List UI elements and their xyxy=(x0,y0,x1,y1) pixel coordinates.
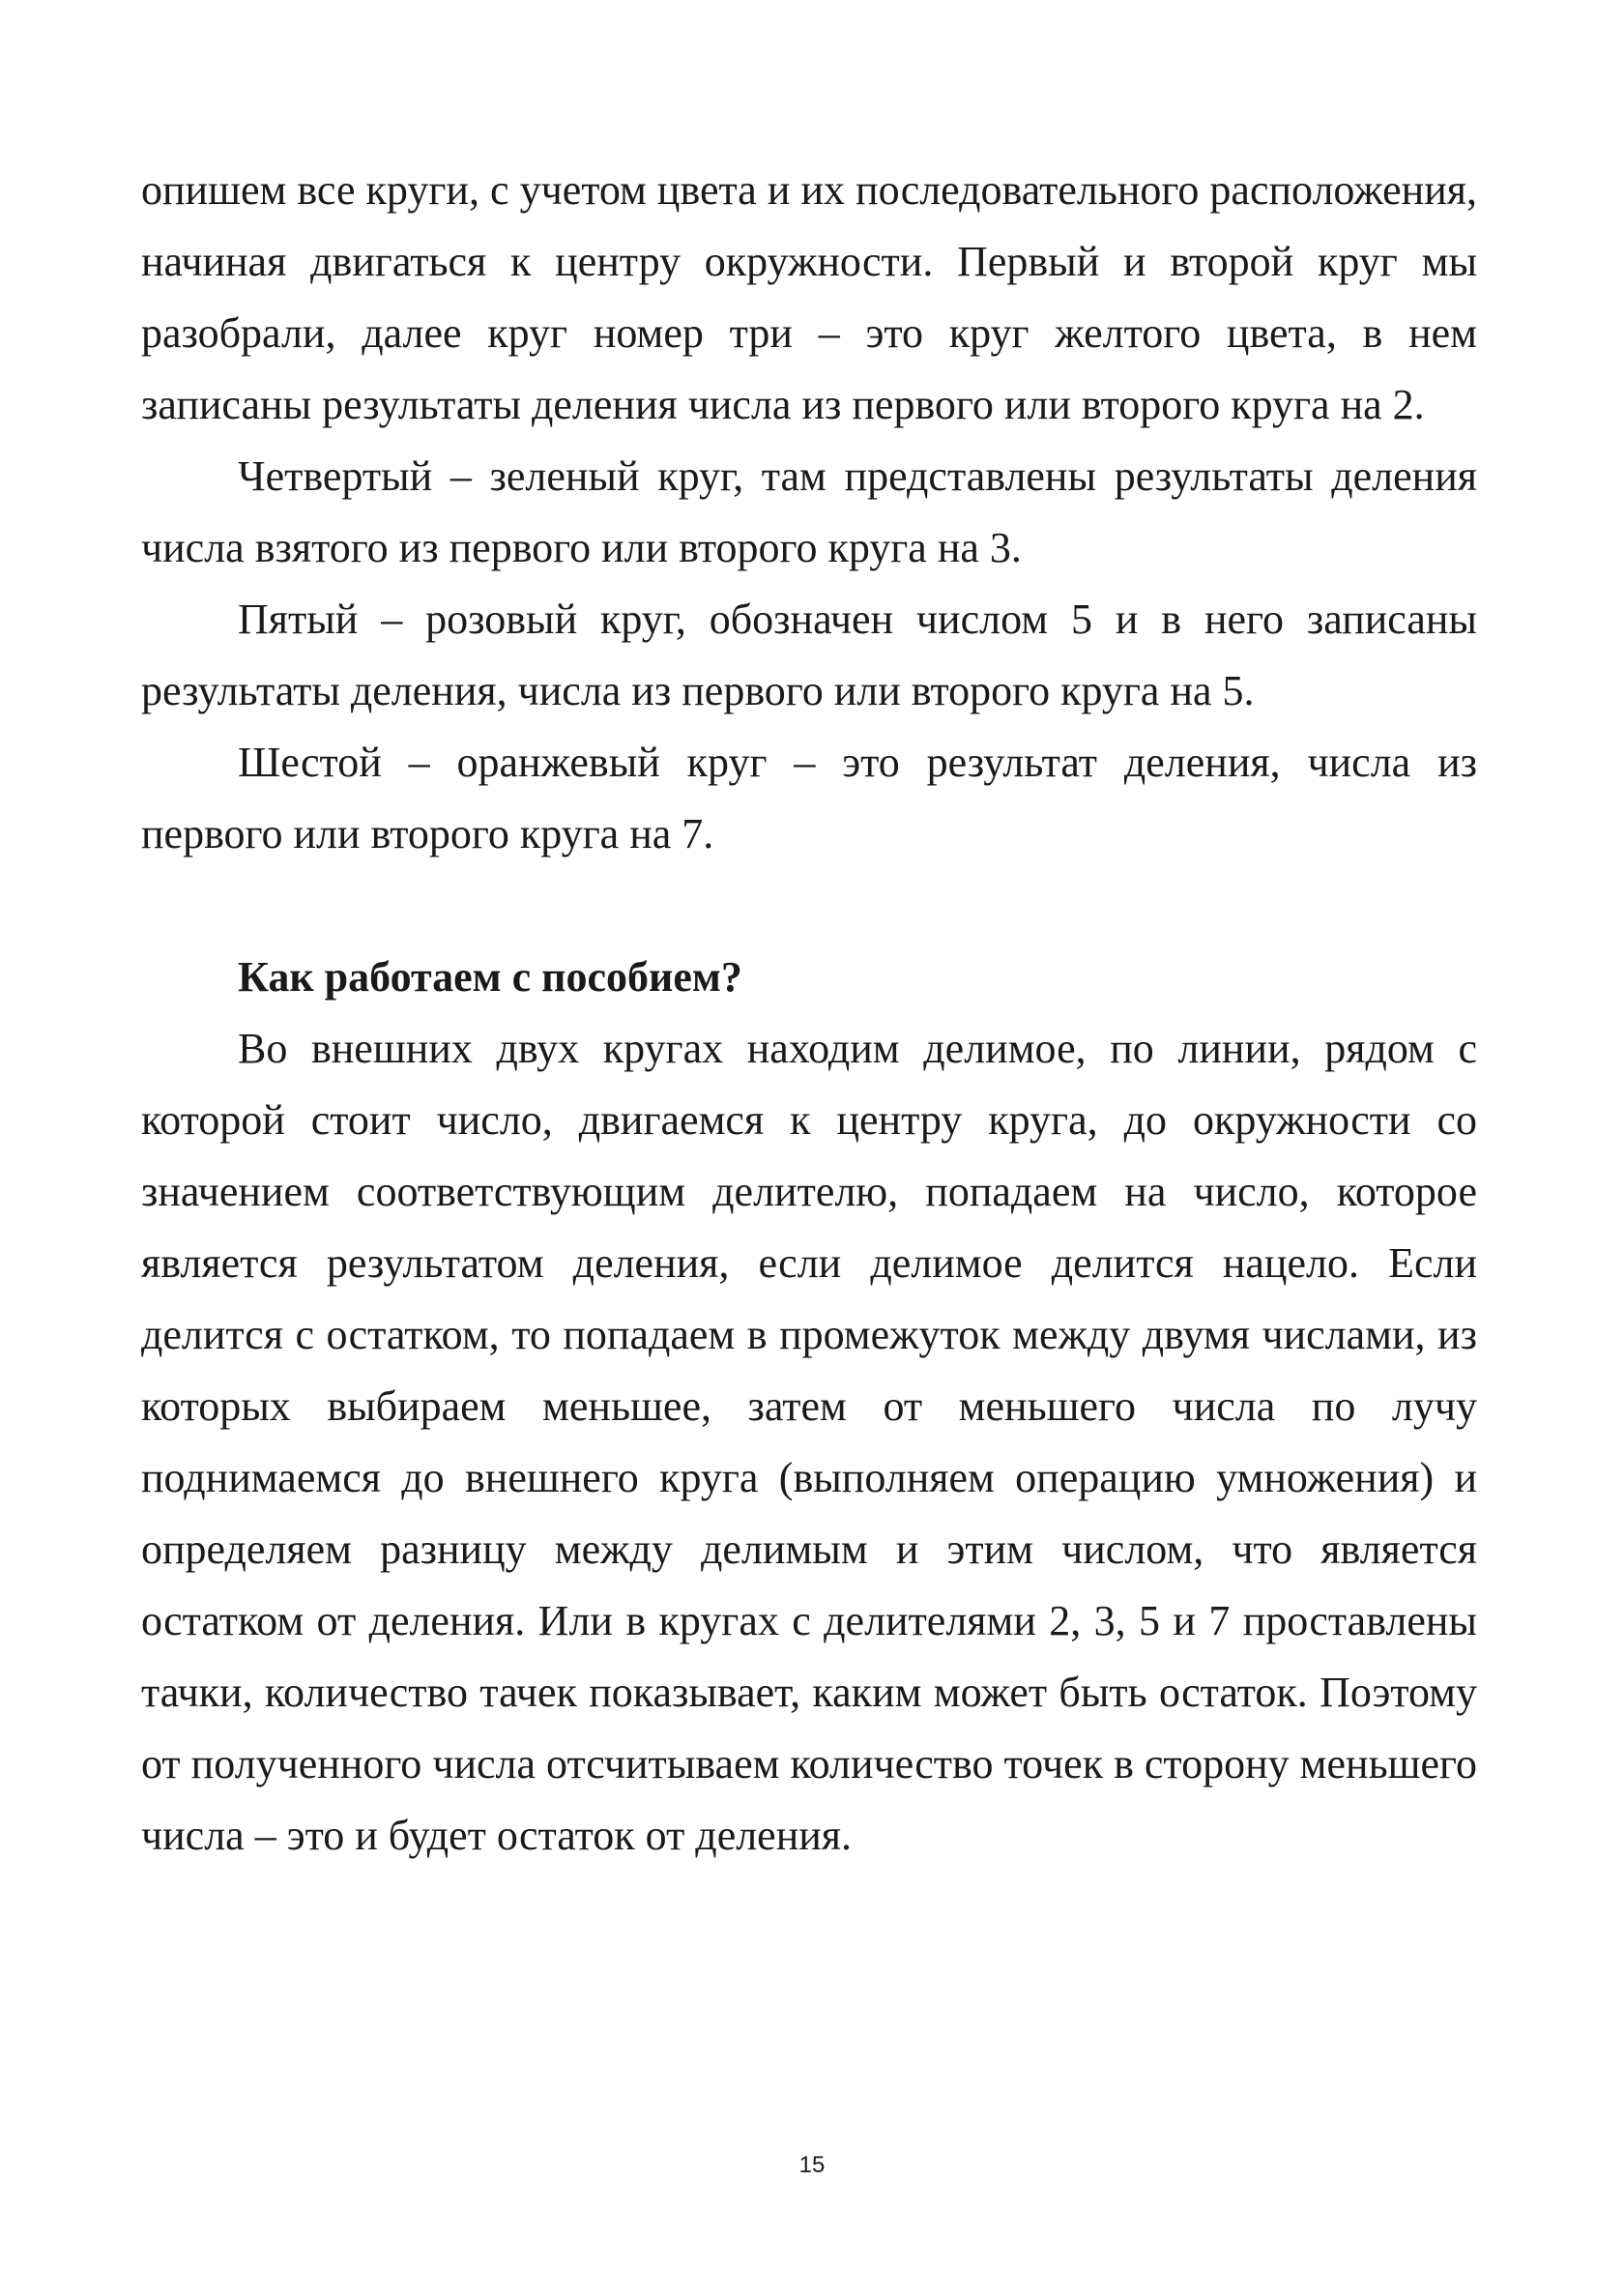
section-heading: Как работаем с пособием? xyxy=(238,953,742,1001)
paragraph-continuation: опишем все круги, с учетом цвета и их последовательного расположения, начиная двигаться к центру окружности. Первый и второй круг мы разобрали, далее круг номер три – это круг желтого цвета, в нем записаны результаты деления числа из первого или второго круга на 2. xyxy=(141,166,1477,428)
body-text xyxy=(141,155,1477,1872)
page-number: 15 xyxy=(798,2152,826,2178)
paragraph-sixth-circle: Шестой – оранжевый круг – это результат деления, числа из первого или второго круга на 7. xyxy=(141,739,1477,857)
paragraph-fifth-circle: Пятый – розовый круг, обозначен числом 5 и в него записаны результаты деления, числа из первого или второго круга на 5. xyxy=(141,596,1477,714)
paragraph-instructions: Во внешних двух кругах находим делимое, по линии, рядом с которой стоит число, двигаемся к центру круга, до окружности со значением соответствующим делителю, попадаем на число, которое является результатом деления, если делимое делится нацело. Если делится с остатком, то попадаем в промежуток между двумя числами, из которых выбираем меньшее, затем от меньшего числа по лучу поднимаемся до внешнего круга (выполняем операцию умножения) и определяем разницу между делимым и этим числом, что является остатком от деления. Или в кругах с делителями 2, 3, 5 и 7 проставлены тачки, количество тачек показывает, каким может быть остаток. Поэтому от полученного числа отсчитываем количество точек в сторону меньшего числа – это и будет остаток от деления. xyxy=(141,1025,1477,1859)
paragraph-fourth-circle: Четвертый – зеленый круг, там представлены результаты деления числа взятого из первого или второго круга на 3. xyxy=(141,452,1477,571)
section-spacer xyxy=(141,870,1477,942)
